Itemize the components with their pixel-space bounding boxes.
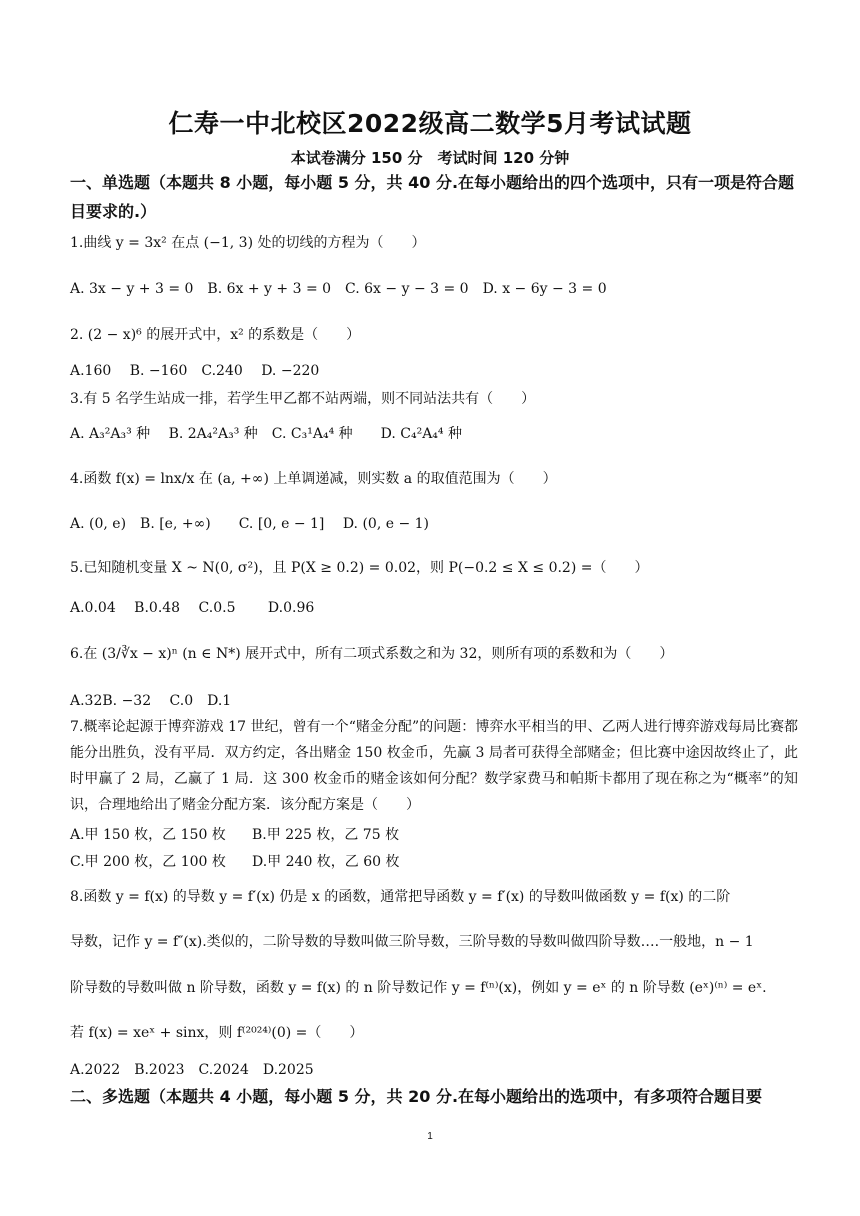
section-heading-single-choice: 一、单选题（本题共 8 小题，每小题 5 分，共 40 分.在每小题给出的四个选项中，只有一项是符合题目要求的.） xyxy=(70,173,795,221)
exam-subtitle: 本试卷满分 150 分 考试时间 120 分钟 xyxy=(290,149,570,167)
question-8-line-3: 阶导数的导数叫做 n 阶导数，函数 y = f(x) 的 n 阶导数记作 y = f⁽ⁿ⁾(x)，例如 y = eˣ 的 n 阶导数 (eˣ)⁽ⁿ⁾ = eˣ. xyxy=(70,980,767,996)
question-5-options: A.0.04 B.0.48 C.0.5 D.0.96 xyxy=(70,600,315,616)
question-1-options: A. 3x − y + 3 = 0 B. 6x + y + 3 = 0 C. 6x − y − 3 = 0 D. x − 6y − 3 = 0 xyxy=(70,281,607,297)
question-2-stem: 2. (2 − x)⁶ 的展开式中，x² 的系数是（ ） xyxy=(70,327,361,343)
question-4-options: A. (0, e) B. [e, +∞) C. [0, e − 1] D. (0, e − 1) xyxy=(70,516,430,532)
question-7-option-d: D.甲 240 枚，乙 60 枚 xyxy=(252,854,400,870)
question-3-stem: 3.有 5 名学生站成一排，若学生甲乙都不站两端，则不同站法共有（ ） xyxy=(70,391,536,407)
question-8-line-2: 导数，记作 y = f″(x).类似的，二阶导数的导数叫做三阶导数，三阶导数的导数叫做四阶导数….一般地，n − 1 xyxy=(70,934,754,950)
question-3-options: A. A₃²A₃³ 种 B. 2A₄²A₃³ 种 C. C₃¹A₄⁴ 种 D. C₄²A₄⁴ 种 xyxy=(70,426,462,442)
question-1-stem: 1.曲线 y = 3x² 在点 (−1, 3) 处的切线的方程为（ ） xyxy=(70,235,426,251)
question-5-stem: 5.已知随机变量 X ~ N(0, σ²)，且 P(X ≥ 0.2) = 0.02，则 P(−0.2 ≤ X ≤ 0.2) =（ ） xyxy=(70,560,649,576)
question-8-options: A.2022 B.2023 C.2024 D.2025 xyxy=(70,1062,314,1078)
question-6-options: A.32B. −32 C.0 D.1 xyxy=(70,693,232,709)
section-heading-multiple-choice: 二、多选题（本题共 4 小题，每小题 5 分，共 20 分.在每小题给出的选项中，有多项符合题目要 xyxy=(70,1087,763,1106)
question-4-stem: 4.函数 f(x) = lnx/x 在 (a, +∞) 上单调递减，则实数 a 的取值范围为（ ） xyxy=(70,471,557,487)
question-8-line-1: 8.函数 y = f(x) 的导数 y = f′(x) 仍是 x 的函数，通常把导函数 y = f′(x) 的导数叫做函数 y = f(x) 的二阶 xyxy=(70,889,731,905)
question-2-options: A.160 B. −160 C.240 D. −220 xyxy=(70,363,320,379)
question-8-line-4: 若 f(x) = xeˣ + sinx，则 f⁽²⁰²⁴⁾(0) =（ ） xyxy=(70,1025,364,1041)
question-7-option-c: C.甲 200 枚，乙 100 枚 xyxy=(70,854,226,870)
question-6-stem: 6.在 (3/∛x − x)ⁿ (n ∈ N*) 展开式中，所有二项式系数之和为 32，则所有项的系数和为（ ） xyxy=(70,646,674,662)
question-7-option-b: B.甲 225 枚，乙 75 枚 xyxy=(252,827,400,843)
question-7-option-a: A.甲 150 枚，乙 150 枚 xyxy=(70,827,226,843)
exam-title: 仁寿一中北校区2022级高二数学5月考试试题 xyxy=(168,109,692,138)
page-number: 1 xyxy=(427,1131,433,1142)
question-7-stem: 7.概率论起源于博弈游戏 17 世纪，曾有一个“赌金分配”的问题：博弈水平相当的甲、乙两人进行博弈游戏每局比赛都能分出胜负，没有平局．双方约定，各出赌金 150 枚金币，先赢 3 局者可获得全部赌金；但比赛中途因故终止了，此时甲赢了 2 局，乙赢了 1 局．这 300 枚金币的赌金该如何分配？数学家费马和帕斯卡都用了现在称之为“概率”的知识，合理地给出了赌金分配方案．该分配方案是（ ） xyxy=(70,719,798,813)
